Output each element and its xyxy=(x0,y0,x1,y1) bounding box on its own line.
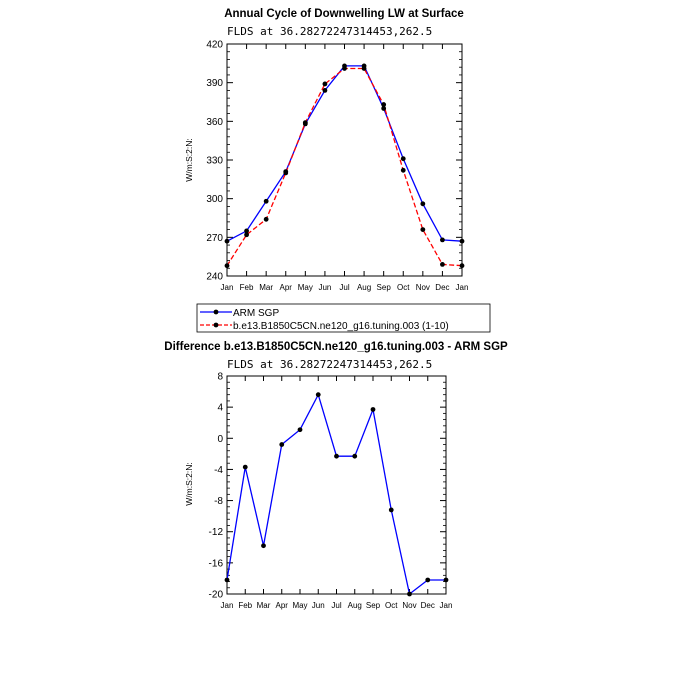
plot-frame xyxy=(227,44,462,276)
x-tick-label: Nov xyxy=(415,283,430,292)
data-point xyxy=(279,442,284,447)
y-tick-label: 0 xyxy=(217,433,223,445)
data-point xyxy=(225,578,230,583)
x-tick-label: Feb xyxy=(239,283,254,292)
data-point xyxy=(352,454,357,459)
data-point xyxy=(264,217,269,222)
chart-subtitle: FLDS at 36.28272247314453,262.5 xyxy=(227,358,433,371)
legend-dot-arm xyxy=(214,310,219,315)
y-tick-label: -20 xyxy=(208,589,223,601)
data-point xyxy=(283,170,288,175)
x-tick-label: Jan xyxy=(220,283,234,292)
data-point xyxy=(444,578,449,583)
x-tick-label: Nov xyxy=(402,601,417,610)
x-tick-label: Jun xyxy=(311,601,325,610)
x-tick-label: Apr xyxy=(279,283,292,292)
data-point xyxy=(460,239,465,244)
data-point xyxy=(440,238,445,243)
x-tick-label: Jan xyxy=(439,601,453,610)
y-tick-label: -16 xyxy=(208,558,223,570)
x-tick-label: Sep xyxy=(365,601,381,610)
x-tick-label: Apr xyxy=(275,601,288,610)
data-point xyxy=(264,199,269,204)
data-point xyxy=(401,156,406,161)
chart-subtitle: FLDS at 36.28272247314453,262.5 xyxy=(227,25,433,38)
legend-label-arm: ARM SGP xyxy=(233,308,280,319)
y-axis-label: W/m:S:2:N: xyxy=(184,462,194,506)
data-point xyxy=(420,227,425,232)
legend-label-model: b.e13.B1850C5CN.ne120_g16.tuning.003 (1-10) xyxy=(233,321,449,332)
data-point xyxy=(460,263,465,268)
data-point xyxy=(225,239,230,244)
y-tick-label: -4 xyxy=(214,464,223,476)
data-point xyxy=(303,120,308,125)
data-point xyxy=(261,543,266,548)
x-tick-label: Oct xyxy=(385,601,398,610)
data-point xyxy=(420,201,425,206)
x-tick-label: Aug xyxy=(356,283,372,292)
series-line-0 xyxy=(227,395,446,594)
x-tick-label: Jan xyxy=(455,283,469,292)
x-tick-label: Dec xyxy=(420,601,435,610)
y-tick-label: 360 xyxy=(206,116,223,128)
y-tick-label: 330 xyxy=(206,155,223,167)
y-tick-label: 270 xyxy=(206,232,223,244)
y-tick-label: 4 xyxy=(217,402,223,414)
data-point xyxy=(244,232,249,237)
plot-frame xyxy=(227,376,446,594)
x-tick-label: Mar xyxy=(259,283,274,292)
y-axis-label: W/m:S:2:N: xyxy=(184,138,194,182)
legend xyxy=(197,304,490,332)
y-tick-label: 300 xyxy=(206,194,223,206)
x-tick-label: Jun xyxy=(318,283,332,292)
x-tick-label: Sep xyxy=(376,283,391,292)
data-point xyxy=(389,508,394,513)
y-tick-label: 390 xyxy=(206,78,223,90)
data-point xyxy=(401,168,406,173)
x-tick-label: Mar xyxy=(256,601,271,610)
y-tick-label: -12 xyxy=(208,527,223,539)
data-point xyxy=(425,578,430,583)
data-point xyxy=(316,392,321,397)
data-point xyxy=(440,262,445,267)
y-tick-label: 240 xyxy=(206,271,223,283)
data-point xyxy=(225,263,230,268)
data-point xyxy=(381,102,386,107)
x-tick-label: May xyxy=(297,283,313,292)
data-point xyxy=(407,592,412,597)
x-tick-label: Aug xyxy=(347,601,362,610)
chart-title: Difference b.e13.B1850C5CN.ne120_g16.tuning.003 - ARM SGP xyxy=(164,341,508,353)
data-point xyxy=(371,407,376,412)
panel-annual-cycle xyxy=(184,8,468,292)
data-point xyxy=(298,427,303,432)
x-tick-label: Jul xyxy=(331,601,342,610)
data-point xyxy=(334,454,339,459)
data-point xyxy=(342,66,347,71)
y-tick-label: 8 xyxy=(217,371,223,383)
x-tick-label: Jan xyxy=(220,601,234,610)
y-tick-label: -8 xyxy=(214,496,223,508)
x-tick-label: Oct xyxy=(397,283,410,292)
data-point xyxy=(362,66,367,71)
data-point xyxy=(323,82,328,87)
x-tick-label: Jul xyxy=(339,283,350,292)
panel-difference xyxy=(164,341,508,610)
data-point xyxy=(323,88,328,93)
legend-dot-model xyxy=(214,323,219,328)
series-line-0 xyxy=(227,66,462,241)
x-tick-label: Dec xyxy=(435,283,450,292)
x-tick-label: Feb xyxy=(238,601,253,610)
data-point xyxy=(243,465,248,470)
chart-title: Annual Cycle of Downwelling LW at Surface xyxy=(224,8,464,20)
series-line-1 xyxy=(227,68,462,265)
y-tick-label: 420 xyxy=(206,39,223,51)
x-tick-label: May xyxy=(292,601,308,610)
